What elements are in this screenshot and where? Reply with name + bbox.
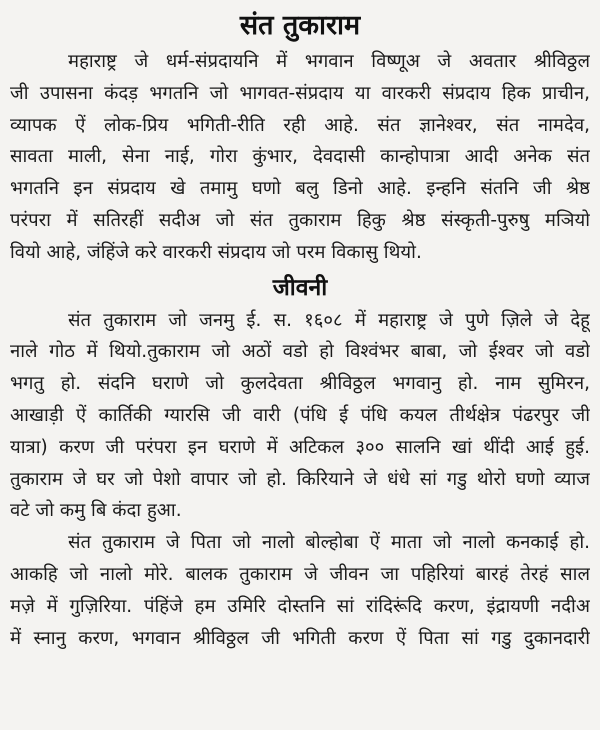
text-line: व्यापक ऐं लोक-प्रिय भगिती-रीति रही आहे. संत ज्ञानेश्वर, संत नामदेव, bbox=[10, 114, 590, 136]
text-line: महाराष्ट्र जे धर्म-संप्रदायनि में भगवान विष्णूअ जे अवतार श्रीविठ्ठल bbox=[68, 51, 590, 72]
text-line: सावता माली, सेना नाई, गोरा कुंभार, देवदासी कान्होपात्रा आदी अनेक संत bbox=[10, 146, 590, 168]
text-line: भगतु हो. संदनि घराणे जो कुलदेवता श्रीविठ्ठल भगवानु हो. नाम सुमिरन, bbox=[10, 373, 590, 395]
text-line: वटे जो कमु बि कंदा हुआ. bbox=[10, 500, 182, 522]
text-line: जी उपासना कंदड़ भगतनि जो भागवत-संप्रदाय या वारकरी संप्रदाय हिक प्राचीन, bbox=[10, 82, 590, 104]
text-line: आकहि जो नालो मोरे. बालक तुकाराम जे जीवन जा पहिरियां बारहं तेरहं साल bbox=[10, 563, 590, 585]
biography-paragraph-1 bbox=[10, 305, 590, 528]
text-line: यात्रा) करण जी परंपरा इन घराणे में अटिकल ३०० सालनि खां थींदी आई हुई. bbox=[10, 436, 590, 458]
text-line: वियो आहे, जंहिंजे करे वारकरी संप्रदाय जो परम विकासु थियो. bbox=[10, 241, 422, 263]
section-heading: जीवनी bbox=[272, 274, 328, 301]
text-line: परंपरा में सतिरहीं सदीअ जो संत तुकाराम हिकु श्रेष्ठ संस्कृती-पुरुषु मञियो bbox=[10, 209, 590, 231]
text-line: मज़े में गुज़िरिया. पंहिंजे हम उमिरि दोस्तनि सां रांदिरूंदि करण, इंद्रायणी नदीअ bbox=[10, 595, 590, 617]
text-line: संत तुकाराम जो जनमु ई. स. १६०८ में महाराष्ट्र जे पुणे ज़िले जे देहू bbox=[68, 309, 590, 331]
text-line: भगतनि इन संप्रदाय खे तमामु घणो बलु डिनो आहे. इन्हनि संतनि जी श्रेष्ठ bbox=[10, 178, 590, 200]
text-line: नाले गोठ में थियो.तुकाराम जो अठों वडो हो विश्वंभर बाबा, जो ईश्वर जो वडो bbox=[10, 341, 590, 363]
intro-paragraph bbox=[10, 46, 590, 269]
page-title: संत तुकाराम bbox=[239, 10, 361, 41]
text-line: आखाड़ी ऐं कार्तिकी ग्यारसि जी वारी (पंधि ई पंधि कयल तीर्थक्षेत्र पंढरपुर जी bbox=[10, 404, 590, 426]
text-line: में स्नानु करण, भगवान श्रीविठ्ठल जी भगिती करण ऐं पिता सां गडु दुकानदारी bbox=[10, 627, 590, 649]
text-line: तुकाराम जे घर जो पेशो वापार जो हो. किरियाने जे धंधे सां गडु थोरो घणो व्याज bbox=[10, 468, 590, 490]
biography-paragraph-2 bbox=[10, 527, 590, 654]
text-line: संत तुकाराम जे पिता जो नालो बोल्होबा ऐं माता जो नालो कनकाई हो. bbox=[68, 532, 590, 554]
